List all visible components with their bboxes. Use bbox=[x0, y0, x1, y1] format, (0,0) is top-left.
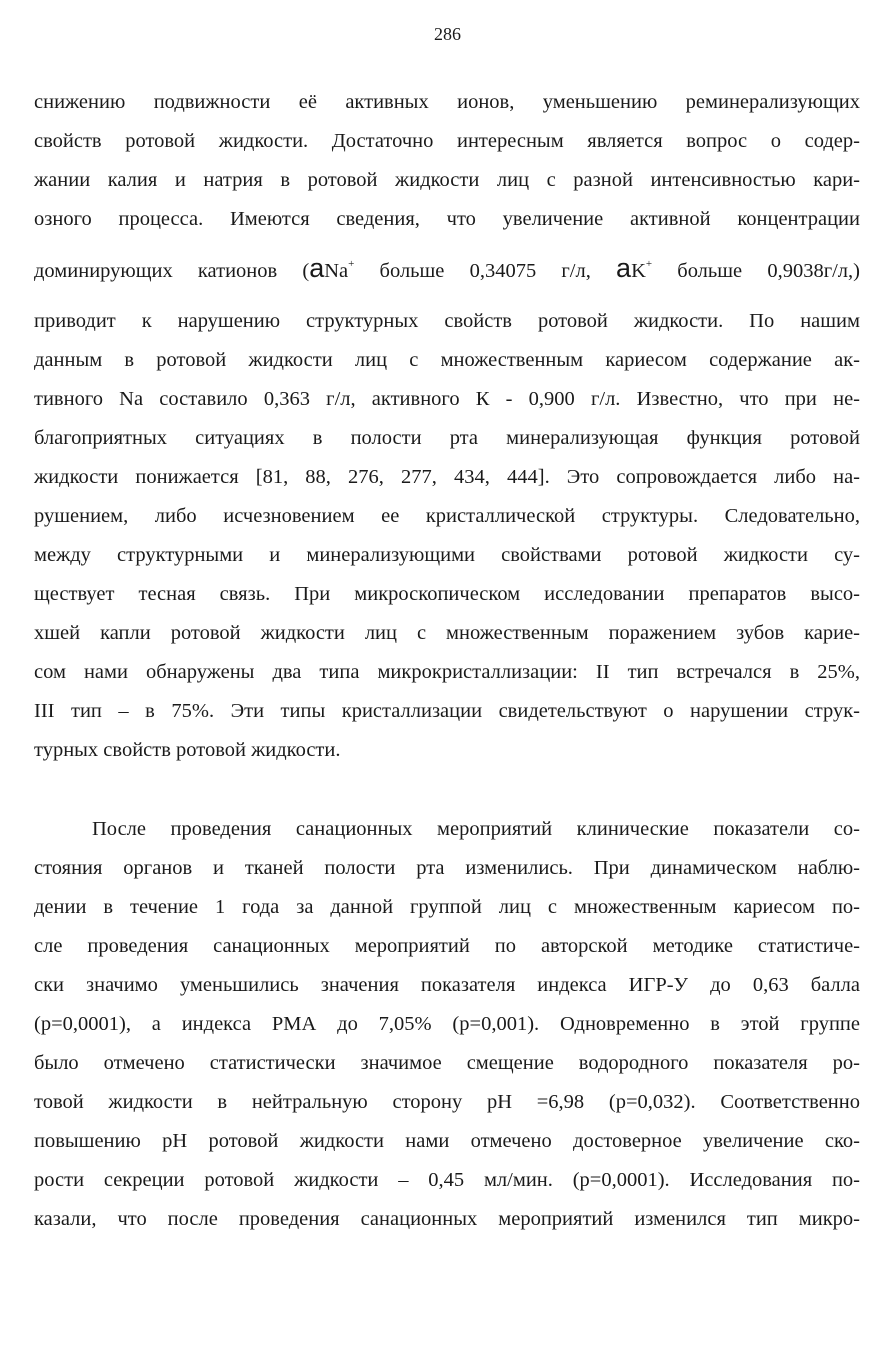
text-line: (р=0,0001), а индекса РМА до 7,05% (р=0,001). Одновременно в этой группе bbox=[34, 1013, 860, 1035]
text-line: сле проведения санационных мероприятий по авторской методике статистиче- bbox=[34, 935, 860, 957]
text-line: тивного Na составило 0,363 г/л, активного К - 0,900 г/л. Известно, что при не- bbox=[34, 388, 860, 410]
text-line: озного процесса. Имеются сведения, что увеличение активной концентрации bbox=[34, 208, 860, 230]
text-segment: доминирующих катионов ( bbox=[34, 260, 310, 282]
paragraph-1 bbox=[34, 83, 860, 770]
ion-k: K bbox=[631, 260, 646, 282]
paragraph-2 bbox=[34, 810, 860, 1239]
text-line: дении в течение 1 года за данной группой лиц с множественным кариесом по- bbox=[34, 896, 860, 918]
text-line: данным в ротовой жидкости лиц с множественным кариесом содержание ак- bbox=[34, 349, 860, 371]
text-line: рости секреции ротовой жидкости – 0,45 мл/мин. (р=0,0001). Исследования по- bbox=[34, 1169, 860, 1191]
text-line: между структурными и минерализующими свойствами ротовой жидкости су- bbox=[34, 544, 860, 566]
text-line: снижению подвижности её активных ионов, уменьшению реминерализующих bbox=[34, 91, 860, 113]
text-segment: больше 0,34075 г/л, bbox=[354, 260, 617, 282]
text-line: рушением, либо исчезновением ее кристаллической структуры. Следовательно, bbox=[34, 505, 860, 527]
text-line: казали, что после проведения санационных мероприятий изменился тип микро- bbox=[34, 1208, 860, 1230]
text-segment: больше 0,9038г/л,) bbox=[652, 260, 860, 282]
text-line: III тип – в 75%. Эти типы кристаллизации свидетельствуют о нарушении струк- bbox=[34, 700, 860, 722]
text-line: жании калия и натрия в ротовой жидкости лиц с разной интенсивностью кари- bbox=[34, 169, 860, 191]
text-line: ски значимо уменьшились значения показателя индекса ИГР-У до 0,63 балла bbox=[34, 974, 860, 996]
charge-superscript: + bbox=[348, 258, 355, 270]
text-line-formula bbox=[34, 239, 860, 302]
charge-superscript: + bbox=[645, 258, 653, 270]
text-line: было отмечено статистически значимое смещение водородного показателя ро- bbox=[34, 1052, 860, 1074]
text-line: приводит к нарушению структурных свойств ротовой жидкости. По нашим bbox=[34, 310, 860, 332]
text-line: ществует тесная связь. При микроскопическом исследовании препаратов высо- bbox=[34, 583, 860, 605]
text-line: повышению рН ротовой жидкости нами отмечено достоверное увеличение ско- bbox=[34, 1130, 860, 1152]
text-line: свойств ротовой жидкости. Достаточно интересным является вопрос о содер- bbox=[34, 130, 860, 152]
text-line: турных свойств ротовой жидкости. bbox=[34, 739, 341, 761]
text-line: жидкости понижается [81, 88, 276, 277, 434, 444]. Это сопровождается либо на- bbox=[34, 466, 860, 488]
text-line: сом нами обнаружены два типа микрокристаллизации: II тип встречался в 25%, bbox=[34, 661, 860, 683]
activity-symbol: a bbox=[309, 253, 325, 283]
text-line: хшей капли ротовой жидкости лиц с множественным поражением зубов карие- bbox=[34, 622, 860, 644]
text-line: товой жидкости в нейтральную сторону рН =6,98 (р=0,032). Соответственно bbox=[34, 1091, 860, 1113]
text-line: благоприятных ситуациях в полости рта минерализующая функция ротовой bbox=[34, 427, 860, 449]
text-line: После проведения санационных мероприятий клинические показатели со- bbox=[92, 818, 860, 840]
page-number: 286 bbox=[434, 24, 461, 44]
text-line: стояния органов и тканей полости рта изменились. При динамическом наблю- bbox=[34, 857, 860, 879]
ion-na: Na bbox=[324, 260, 349, 282]
activity-symbol: a bbox=[616, 253, 632, 283]
